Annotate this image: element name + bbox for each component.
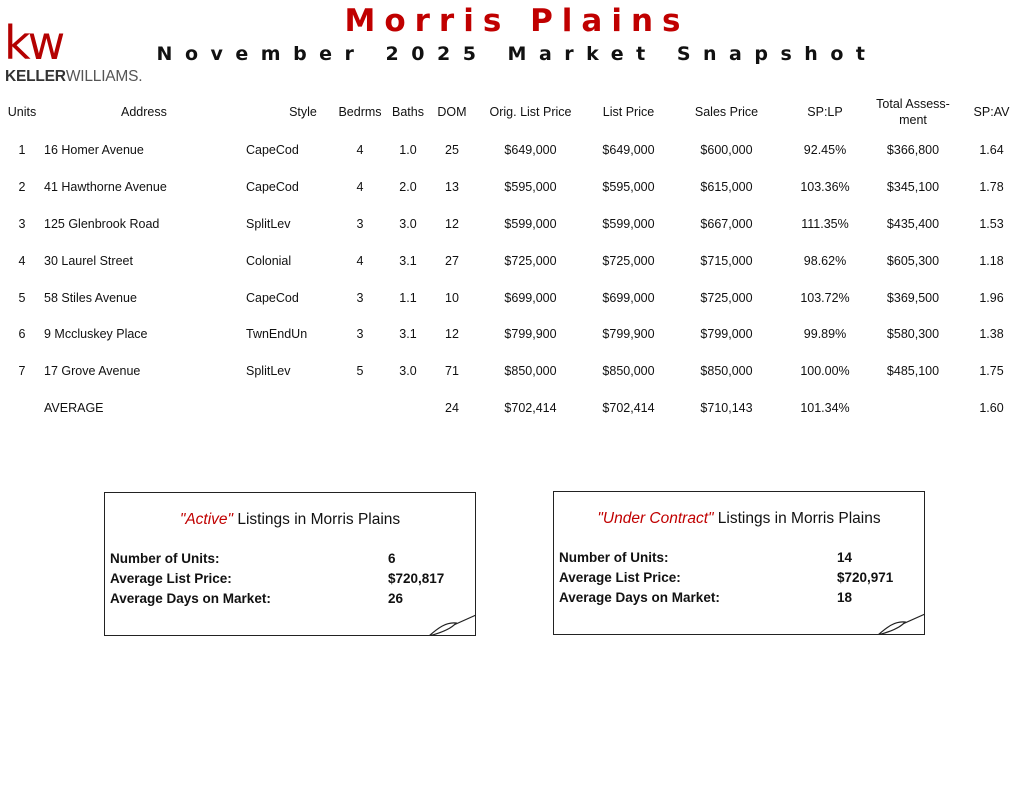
table-row (0, 279, 1024, 316)
cell-bedrooms: 3 (356, 290, 364, 305)
average-empty-cell (334, 390, 386, 427)
table-body (0, 132, 1024, 426)
cell-orig-list-price: $599,000 (504, 216, 557, 231)
cell-sp-lp: 103.72% (800, 290, 850, 305)
contract-card-stats (559, 550, 919, 610)
stat-row (559, 590, 919, 610)
cell-list-price: $699,000 (602, 290, 655, 305)
cell-list-price: $595,000 (602, 180, 655, 195)
cell-sales-price: $850,000 (700, 364, 753, 379)
col-units: Units (7, 105, 37, 119)
logo-name-rest: WILLIAMS. (65, 68, 143, 85)
average-empty-cell (0, 390, 44, 427)
col-list-price: List Price (602, 105, 655, 119)
cell-dom: 13 (445, 180, 459, 195)
cell-address: 58 Stiles Avenue (44, 290, 137, 305)
cell-total-assessment: $345,100 (886, 180, 940, 195)
cell-address: 17 Grove Avenue (44, 364, 141, 379)
contract-card-title-highlight: "Under Contract" (597, 510, 714, 527)
cell-unit: 6 (18, 327, 26, 342)
cell-address: 41 Hawthorne Avenue (44, 180, 167, 195)
stat-row (110, 591, 470, 611)
cell-list-price: $599,000 (602, 216, 655, 231)
cell-dom: 12 (445, 216, 459, 231)
cell-sales-price: $715,000 (700, 253, 753, 268)
table-row (0, 242, 1024, 279)
average-orig-list-price: $702,414 (504, 400, 557, 415)
contract-card-title (554, 510, 924, 528)
cell-orig-list-price: $595,000 (504, 180, 557, 195)
cell-sp-av: 1.75 (979, 364, 1004, 379)
cell-sp-av: 1.38 (979, 327, 1004, 342)
stat-value: $720,817 (388, 571, 445, 586)
stat-row (559, 550, 919, 570)
col-dom: DOM (437, 105, 467, 119)
stat-value: 26 (388, 591, 404, 606)
under-contract-card (553, 491, 925, 635)
cell-total-assessment: $435,400 (886, 216, 940, 231)
cell-style: CapeCod (246, 143, 299, 158)
cell-baths: 3.1 (399, 327, 417, 342)
stat-value: 14 (837, 550, 853, 565)
cell-baths: 2.0 (399, 180, 417, 195)
cell-sp-lp: 98.62% (803, 253, 847, 268)
cell-style: SplitLev (246, 364, 291, 379)
cell-unit: 2 (18, 180, 26, 195)
cell-total-assessment: $369,500 (886, 290, 940, 305)
cell-list-price: $649,000 (602, 143, 655, 158)
cell-orig-list-price: $725,000 (504, 253, 557, 268)
table-row (0, 316, 1024, 353)
stat-value: $720,971 (837, 570, 894, 585)
average-sales-price: $710,143 (700, 400, 753, 415)
cell-dom: 25 (445, 143, 459, 158)
cell-style: Colonial (246, 253, 292, 268)
cell-bedrooms: 4 (356, 143, 364, 158)
cell-unit: 5 (18, 290, 26, 305)
cell-bedrooms: 4 (356, 180, 364, 195)
page-curl-icon (428, 614, 476, 636)
cell-address: 30 Laurel Street (44, 253, 133, 268)
cell-sp-lp: 103.36% (800, 180, 850, 195)
cell-bedrooms: 5 (356, 364, 364, 379)
average-empty-cell (867, 390, 959, 427)
col-sp-lp: SP:LP (807, 105, 843, 119)
cell-unit: 3 (18, 216, 26, 231)
stat-value: 18 (837, 590, 853, 605)
cell-sales-price: $725,000 (700, 290, 753, 305)
cell-style: CapeCod (246, 290, 299, 305)
stat-label: Average List Price: (559, 570, 681, 585)
cell-orig-list-price: $699,000 (504, 290, 557, 305)
cell-baths: 1.0 (399, 143, 417, 158)
cell-orig-list-price: $850,000 (504, 364, 557, 379)
cell-style: TwnEndUn (246, 327, 308, 342)
cell-sp-av: 1.96 (979, 290, 1004, 305)
col-address: Address (121, 105, 167, 119)
cell-bedrooms: 3 (356, 216, 364, 231)
col-bedrooms: Bedrms (338, 105, 382, 119)
cell-sp-av: 1.53 (979, 216, 1004, 231)
cell-baths: 1.1 (399, 290, 417, 305)
cell-address: 125 Glenbrook Road (44, 216, 160, 231)
page-subtitle: November 2025 Market Snapshot (156, 43, 878, 65)
cell-orig-list-price: $649,000 (504, 143, 557, 158)
col-sp-av: SP:AV (973, 105, 1010, 119)
cell-orig-list-price: $799,900 (504, 327, 557, 342)
logo-wordmark (5, 68, 142, 86)
average-label: AVERAGE (44, 400, 104, 415)
cell-list-price: $725,000 (602, 253, 655, 268)
stat-label: Number of Units: (110, 551, 220, 566)
average-empty-cell (246, 390, 334, 427)
cell-total-assessment: $605,300 (886, 253, 940, 268)
cell-baths: 3.0 (399, 216, 417, 231)
stat-label: Average List Price: (110, 571, 232, 586)
cell-dom: 71 (445, 364, 459, 379)
cell-sp-av: 1.64 (979, 143, 1004, 158)
average-empty-cell (386, 390, 430, 427)
cell-sales-price: $615,000 (700, 180, 753, 195)
sales-table (0, 92, 1024, 426)
table-average-row (0, 390, 1024, 427)
active-card-stats (110, 551, 470, 611)
cell-dom: 27 (445, 253, 459, 268)
kw-logo-mark: kw (4, 16, 63, 70)
average-dom: 24 (445, 400, 459, 415)
average-sp-av: 1.60 (979, 400, 1004, 415)
cell-address: 16 Homer Avenue (44, 143, 144, 158)
active-card-title-highlight: "Active" (179, 511, 234, 528)
active-card-title (105, 511, 475, 529)
cell-sales-price: $667,000 (700, 216, 753, 231)
cell-address: 9 Mccluskey Place (44, 327, 148, 342)
logo-name-bold: KELLER (5, 68, 66, 85)
stat-value: 6 (388, 551, 396, 566)
average-list-price: $702,414 (602, 400, 655, 415)
table-header-row (0, 92, 1024, 132)
page-curl-icon (877, 613, 925, 635)
cell-sp-av: 1.18 (979, 253, 1004, 268)
cell-sales-price: $799,000 (700, 327, 753, 342)
cell-sp-lp: 92.45% (803, 143, 847, 158)
cell-baths: 3.1 (399, 253, 417, 268)
cell-list-price: $799,900 (602, 327, 655, 342)
stat-row (110, 571, 470, 591)
cell-baths: 3.0 (399, 364, 417, 379)
cell-unit: 1 (18, 143, 26, 158)
col-baths: Baths (392, 105, 424, 119)
cell-list-price: $850,000 (602, 364, 655, 379)
active-card-title-rest: Listings in Morris Plains (233, 511, 401, 528)
cell-sp-av: 1.78 (979, 180, 1004, 195)
active-listings-card (104, 492, 476, 636)
cell-sales-price: $600,000 (700, 143, 753, 158)
stat-row (559, 570, 919, 590)
col-style: Style (289, 105, 317, 119)
cell-unit: 4 (18, 253, 26, 268)
table-row (0, 169, 1024, 206)
cell-bedrooms: 4 (356, 253, 364, 268)
stat-label: Average Days on Market: (110, 591, 271, 606)
page-title: Morris Plains (344, 3, 690, 39)
stat-label: Number of Units: (559, 550, 669, 565)
cell-sp-lp: 100.00% (800, 364, 850, 379)
table-row (0, 206, 1024, 243)
cell-sp-lp: 111.35% (801, 216, 849, 231)
cell-sp-lp: 99.89% (803, 327, 847, 342)
table-row (0, 132, 1024, 169)
stat-label: Average Days on Market: (559, 590, 720, 605)
cell-total-assessment: $485,100 (886, 364, 940, 379)
cell-total-assessment: $580,300 (886, 327, 940, 342)
cell-unit: 7 (18, 364, 26, 379)
cell-total-assessment: $366,800 (886, 143, 940, 158)
cell-dom: 10 (445, 290, 459, 305)
table-row (0, 353, 1024, 390)
cell-bedrooms: 3 (356, 327, 364, 342)
cell-style: SplitLev (246, 216, 291, 231)
col-orig-list-price: Orig. List Price (489, 105, 572, 119)
cell-style: CapeCod (246, 180, 299, 195)
col-total-assessment: Total Assess-ment (876, 97, 950, 127)
average-sp-lp: 101.34% (800, 400, 850, 415)
col-sales-price: Sales Price (694, 105, 759, 119)
contract-card-title-rest: Listings in Morris Plains (713, 510, 881, 527)
cell-dom: 12 (445, 327, 459, 342)
stat-row (110, 551, 470, 571)
